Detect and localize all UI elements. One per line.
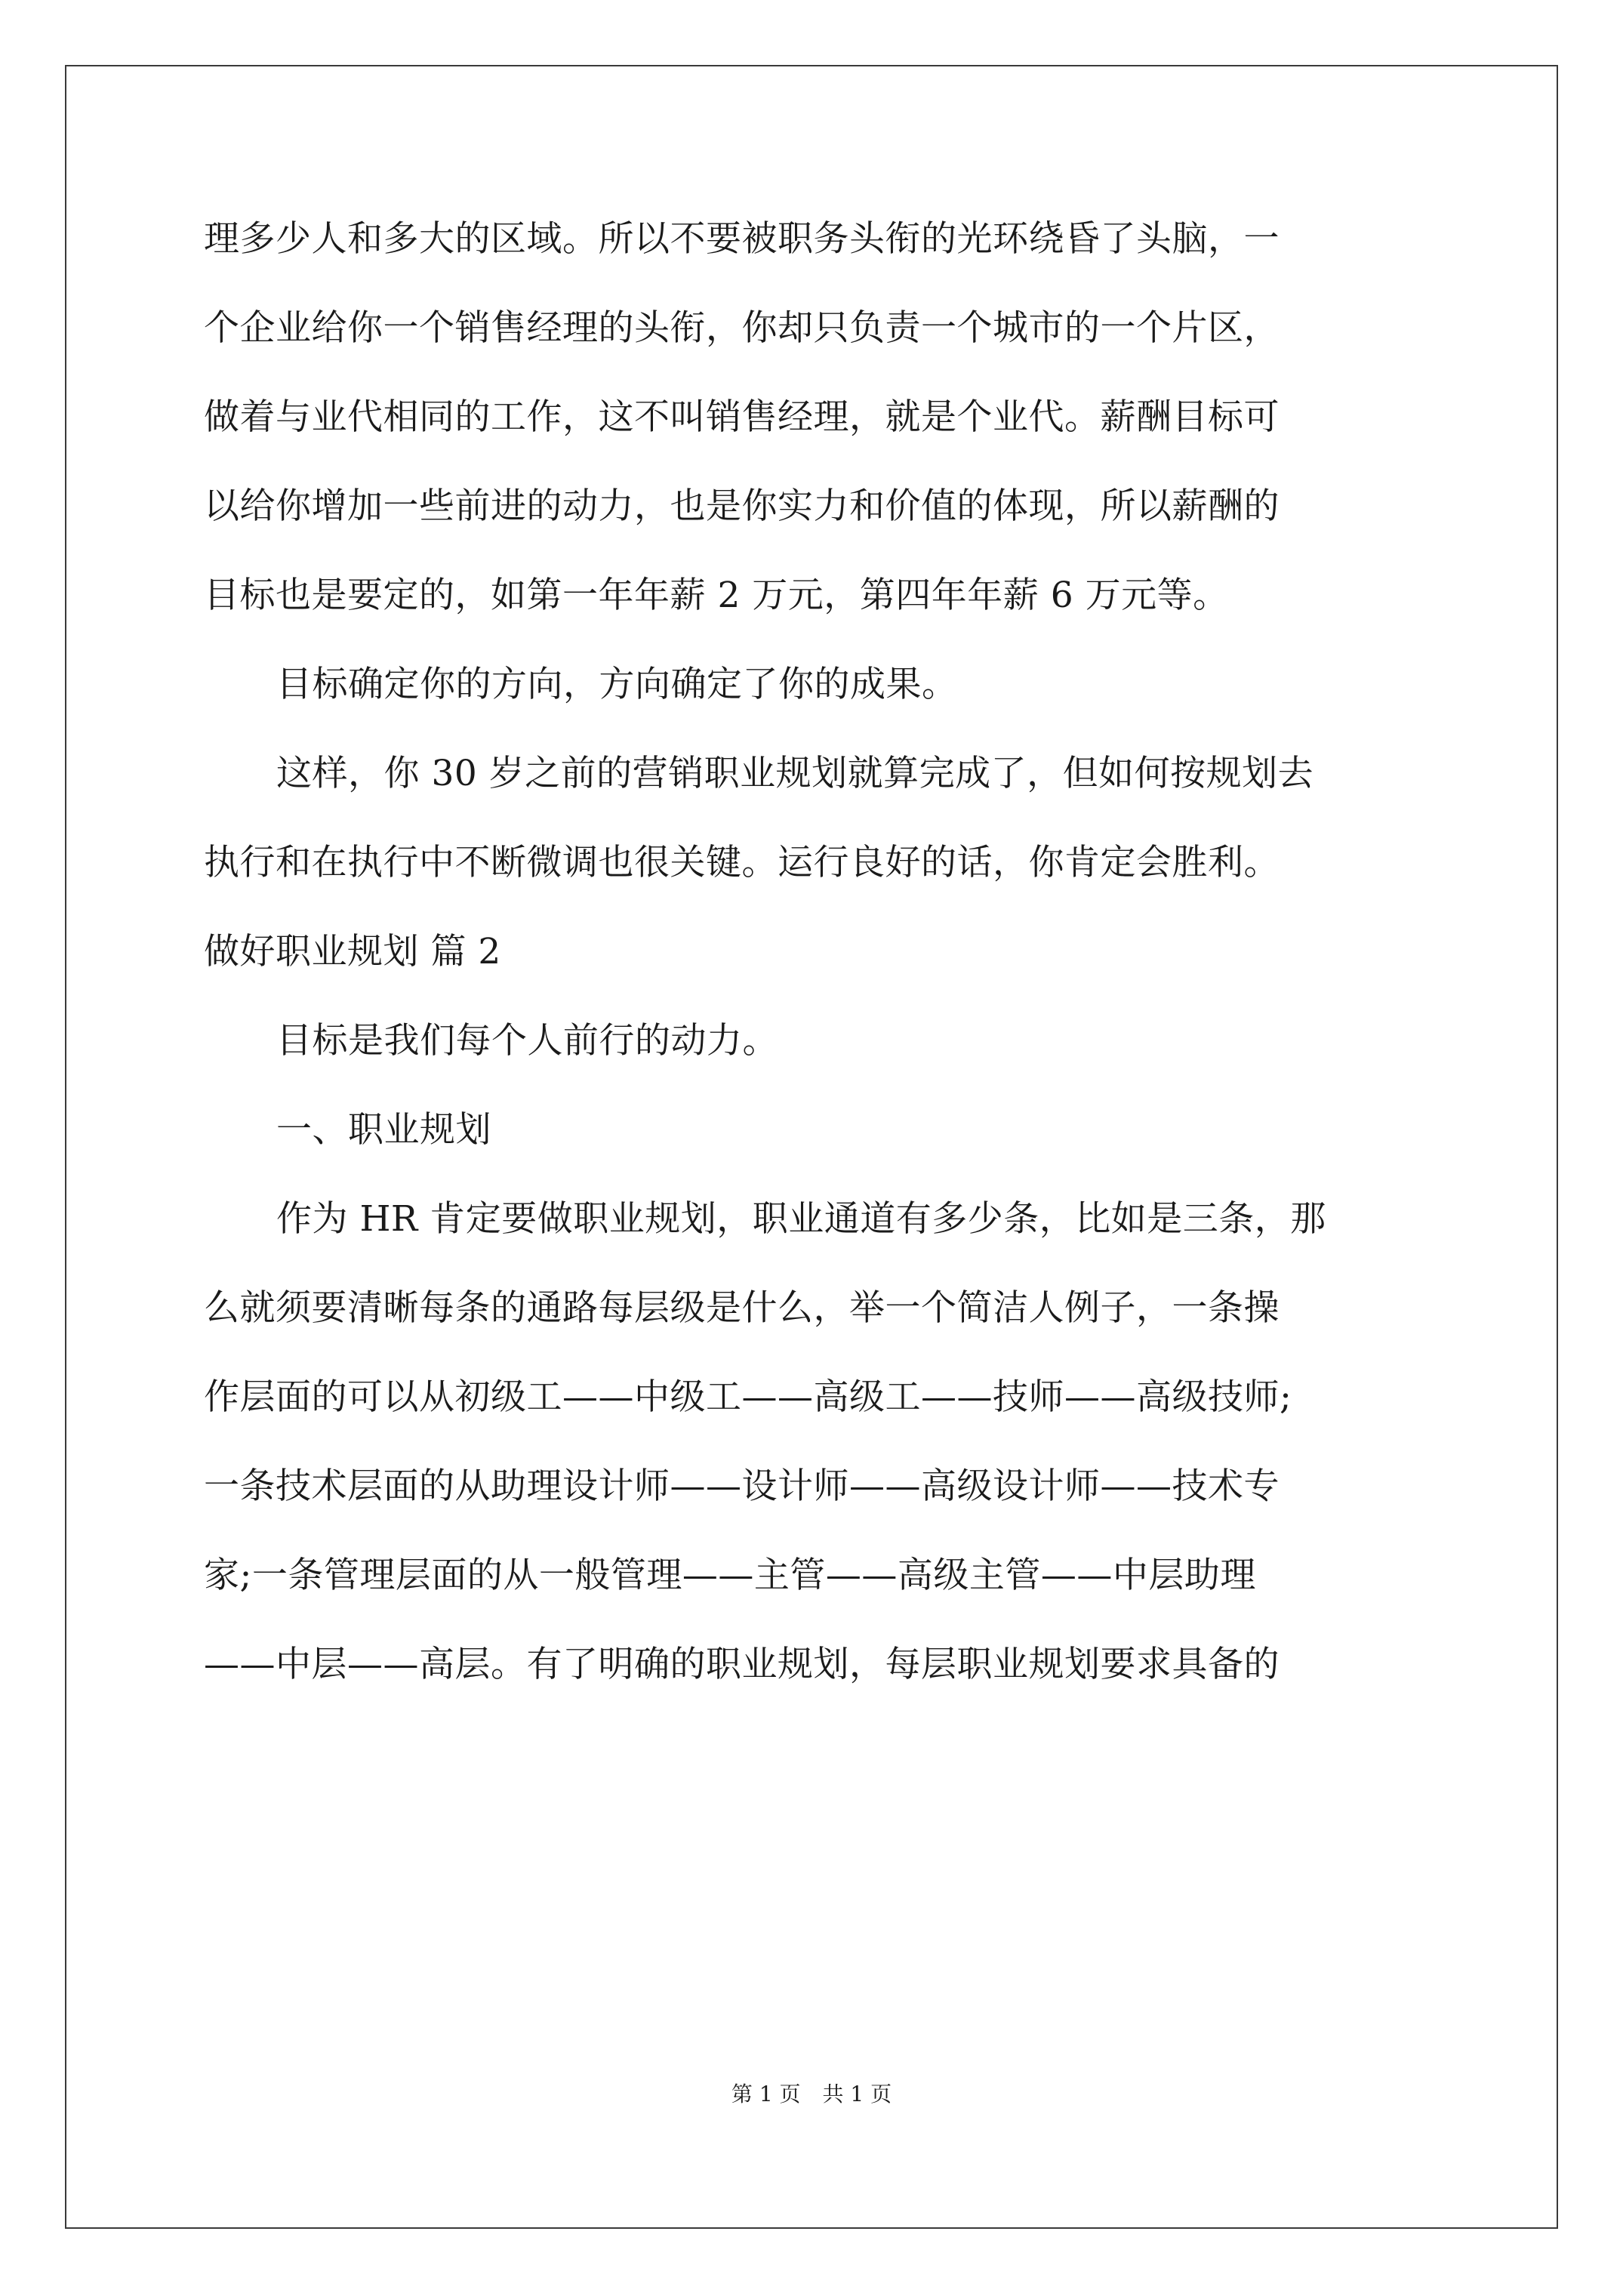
text-line: 目标也是要定的，如第一年年薪 2 万元，第四年年薪 6 万元等。 — [204, 575, 1229, 616]
text-line: 执行和在执行中不断微调也很关键。运行良好的话，你肯定会胜利。 — [204, 842, 1280, 883]
text-line: 理多少人和多大的区域。所以不要被职务头衔的光环绕昏了头脑，一 — [204, 218, 1280, 260]
text-line: 家;一条管理层面的从一般管理——主管——高级主管——中层助理 — [204, 1555, 1256, 1596]
text-line: 一条技术层面的从助理设计师——设计师——高级设计师——技术专 — [204, 1465, 1280, 1507]
text-line: ——中层——高层。有了明确的职业规划，每层职业规划要求具备的 — [204, 1644, 1280, 1685]
text-line: 么就须要清晰每条的通路每层级是什么，举一个简洁人例子，一条操 — [204, 1287, 1280, 1329]
text-line: 作层面的可以从初级工——中级工——高级工——技师——高级技师; — [204, 1376, 1292, 1418]
page-total: 共 1 页 — [822, 2082, 892, 2106]
text-line: 做着与业代相同的工作，这不叫销售经理，就是个业代。薪酬目标可 — [204, 396, 1280, 438]
text-line: 这样，你 30 岁之前的营销职业规划就算完成了，但如何按规划去 — [276, 753, 1314, 794]
text-line: 以给你增加一些前进的动力，也是你实力和价值的体现，所以薪酬的 — [204, 485, 1280, 527]
page-footer — [0, 2078, 1623, 2108]
section-heading: 做好职业规划 篇 2 — [204, 931, 501, 972]
subsection-heading: 一、职业规划 — [276, 1109, 491, 1151]
page-number: 第 1 页 — [731, 2082, 801, 2106]
text-line: 目标是我们每个人前行的动力。 — [276, 1020, 778, 1062]
document-body — [204, 195, 1442, 1709]
text-line: 作为 HR 肯定要做职业规划，职业通道有多少条，比如是三条，那 — [276, 1198, 1326, 1240]
text-line: 目标确定你的方向，方向确定了你的成果。 — [276, 664, 958, 705]
text-line: 个企业给你一个销售经理的头衔，你却只负责一个城市的一个片区， — [204, 307, 1280, 349]
